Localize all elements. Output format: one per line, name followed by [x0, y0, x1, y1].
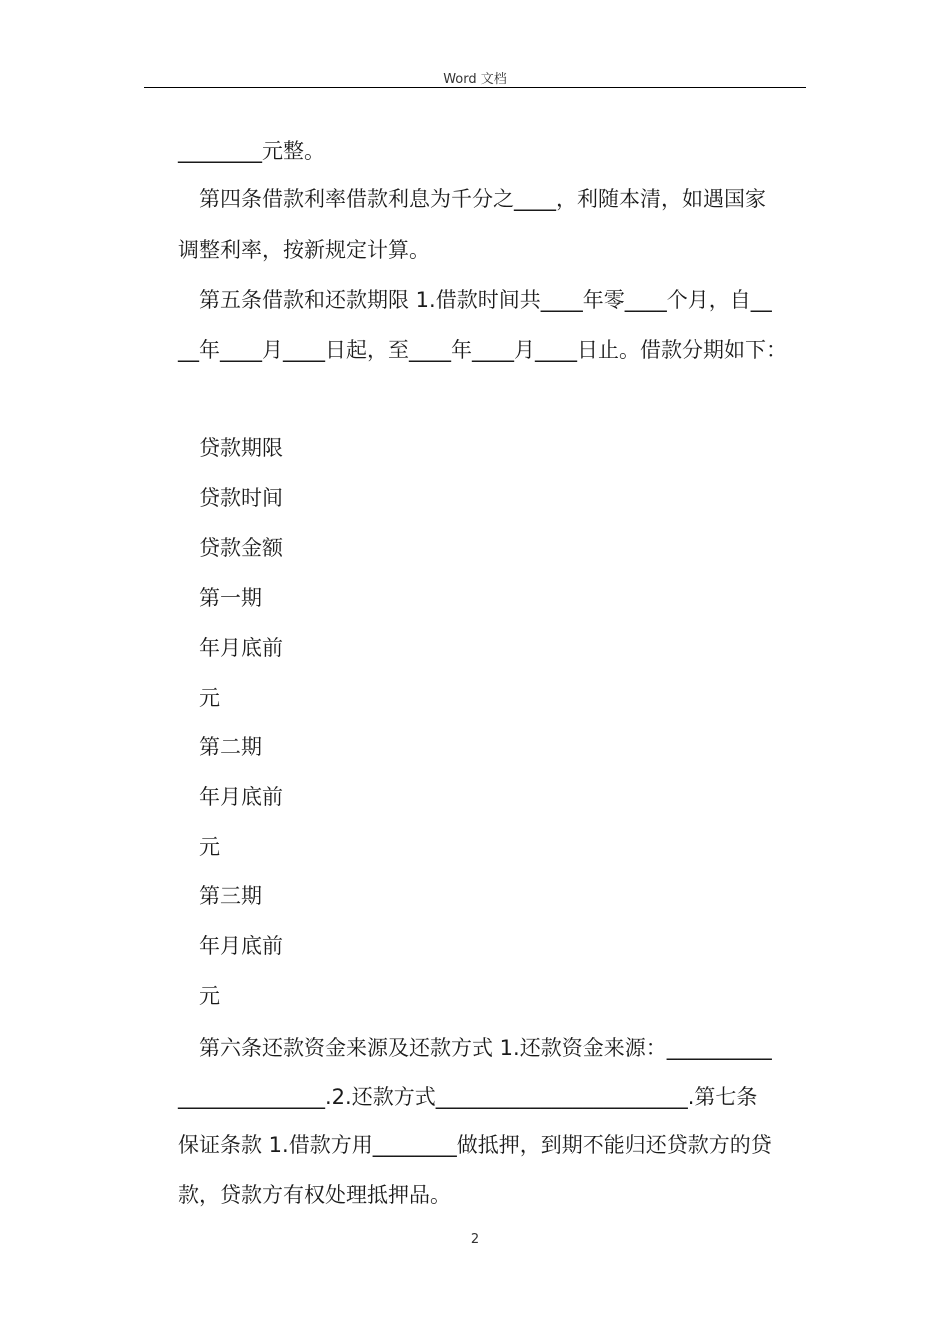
body-line: 年月底前: [199, 636, 283, 660]
body-line: 贷款时间: [199, 486, 283, 510]
body-line: 第二期: [199, 735, 262, 759]
body-line: 第一期: [199, 586, 262, 610]
body-line: 元: [199, 984, 220, 1008]
page-header: Word 文档: [443, 72, 507, 87]
body-line: ________元整。: [178, 139, 325, 163]
body-line: 元: [199, 835, 220, 859]
body-line: ______________.2.还款方式________________________.第七条: [178, 1085, 758, 1109]
page-number: 2: [470, 1232, 480, 1247]
header-divider: [144, 87, 806, 88]
body-line: 保证条款 1.借款方用________做抵押，到期不能归还贷款方的贷: [178, 1133, 772, 1157]
body-line: 年月底前: [199, 934, 283, 958]
body-line: 调整利率，按新规定计算。: [178, 238, 430, 262]
body-line: 第四条借款利率借款利息为千分之____，利随本清，如遇国家: [199, 187, 766, 211]
body-line: 第五条借款和还款期限 1.借款时间共____年零____个月，自__: [199, 288, 772, 312]
body-line: 年月底前: [199, 785, 283, 809]
body-line: 贷款金额: [199, 536, 283, 560]
body-line: 第六条还款资金来源及还款方式 1.还款资金来源：__________: [199, 1036, 772, 1060]
body-line: 款，贷款方有权处理抵押品。: [178, 1183, 451, 1207]
body-line: 贷款期限: [199, 436, 283, 460]
body-line: __年____月____日起，至____年____月____日止。借款分期如下：: [178, 338, 787, 362]
body-line: 第三期: [199, 884, 262, 908]
body-line: 元: [199, 686, 220, 710]
